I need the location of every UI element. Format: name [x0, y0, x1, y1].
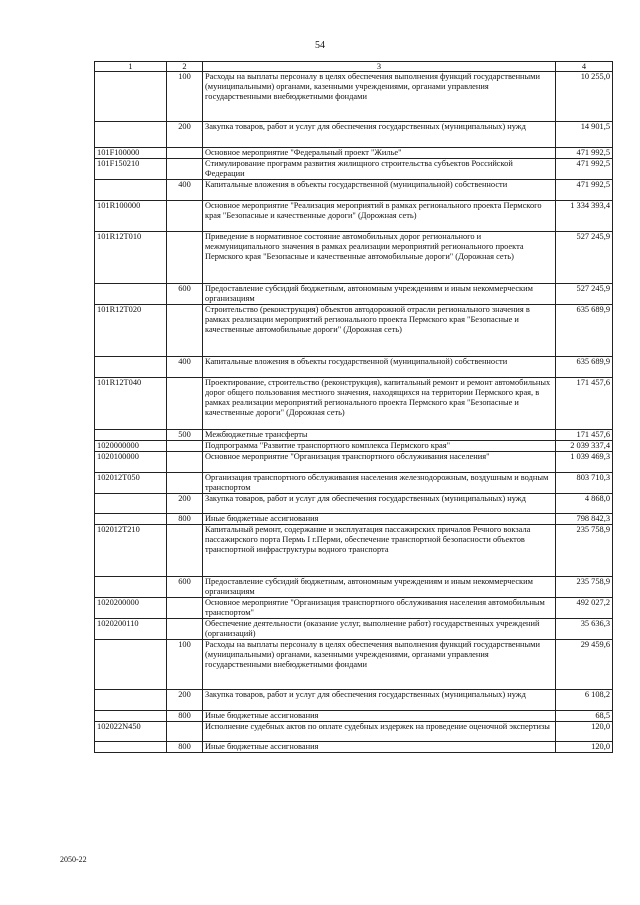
row-amount: 10 255,0	[556, 72, 613, 122]
column-header-code: 1	[95, 62, 167, 72]
row-description: Основное мероприятие "Федеральный проект "Жилье"	[203, 148, 556, 159]
row-code	[95, 284, 167, 305]
row-description: Обеспечение деятельности (оказание услуг, выполнение работ) государственных учреждений (организаций)	[203, 619, 556, 640]
row-expense-type	[167, 722, 203, 742]
table-header-row	[95, 62, 613, 72]
row-amount: 1 334 393,4	[556, 201, 613, 232]
row-description: Капитальные вложения в объекты государственной (муниципальной) собственности	[203, 180, 556, 201]
row-expense-type: 200	[167, 122, 203, 148]
row-expense-type: 800	[167, 711, 203, 722]
row-code	[95, 494, 167, 514]
table-body	[95, 72, 613, 753]
row-code	[95, 640, 167, 690]
row-expense-type	[167, 619, 203, 640]
row-description: Подпрограмма "Развитие транспортного комплекса Пермского края"	[203, 441, 556, 452]
row-code	[95, 180, 167, 201]
row-code: 101R12T040	[95, 378, 167, 430]
row-amount: 798 842,3	[556, 514, 613, 525]
row-amount: 235 758,9	[556, 525, 613, 577]
row-amount: 120,0	[556, 722, 613, 742]
row-code: 102022N450	[95, 722, 167, 742]
row-code	[95, 577, 167, 598]
row-expense-type	[167, 441, 203, 452]
row-amount: 29 459,6	[556, 640, 613, 690]
row-amount: 35 636,3	[556, 619, 613, 640]
row-expense-type: 400	[167, 357, 203, 378]
row-expense-type: 400	[167, 180, 203, 201]
row-description: Иные бюджетные ассигнования	[203, 742, 556, 753]
table-row	[95, 514, 613, 525]
row-code	[95, 430, 167, 441]
row-description: Расходы на выплаты персоналу в целях обеспечения выполнения функций государственными (муниципальными) органами, казенными учреждениями, органами управления государственными внебюджетными фондами	[203, 640, 556, 690]
row-expense-type	[167, 452, 203, 473]
row-description: Организация транспортного обслуживания населения железнодорожным, воздушным и водным транспортом	[203, 473, 556, 494]
row-expense-type: 100	[167, 640, 203, 690]
row-description: Капитальный ремонт, содержание и эксплуатация пассажирских причалов Речного вокзала пассажирского порта Пермь I г.Перми, обеспечение транспортной безопасности объектов транспортной инфраструктуры водного транспорта	[203, 525, 556, 577]
row-amount: 635 689,9	[556, 305, 613, 357]
row-amount: 471 992,5	[556, 148, 613, 159]
table-row	[95, 430, 613, 441]
row-amount: 171 457,6	[556, 378, 613, 430]
row-expense-type: 600	[167, 284, 203, 305]
table-row	[95, 473, 613, 494]
row-code: 102012T050	[95, 473, 167, 494]
row-code: 1020100000	[95, 452, 167, 473]
row-amount: 68,5	[556, 711, 613, 722]
row-expense-type: 200	[167, 690, 203, 711]
row-code: 101R100000	[95, 201, 167, 232]
row-description: Расходы на выплаты персоналу в целях обеспечения выполнения функций государственными (муниципальными) органами, казенными учреждениями, органами управления государственными внебюджетными фондами	[203, 72, 556, 122]
table-row	[95, 742, 613, 753]
row-expense-type	[167, 378, 203, 430]
column-header-amount: 4	[556, 62, 613, 72]
row-amount: 803 710,3	[556, 473, 613, 494]
row-expense-type	[167, 232, 203, 284]
row-amount: 471 992,5	[556, 180, 613, 201]
row-code	[95, 72, 167, 122]
table-row	[95, 305, 613, 357]
table-row	[95, 122, 613, 148]
row-expense-type: 800	[167, 514, 203, 525]
row-code	[95, 742, 167, 753]
row-code: 101R12T010	[95, 232, 167, 284]
table-row	[95, 722, 613, 742]
table-row	[95, 494, 613, 514]
row-amount: 2 039 337,4	[556, 441, 613, 452]
row-description: Исполнение судебных актов по оплате судебных издержек на проведение оценочной экспертизы	[203, 722, 556, 742]
row-description: Иные бюджетные ассигнования	[203, 711, 556, 722]
row-expense-type	[167, 525, 203, 577]
row-expense-type	[167, 159, 203, 180]
table-row	[95, 598, 613, 619]
row-expense-type	[167, 148, 203, 159]
row-amount: 1 039 469,3	[556, 452, 613, 473]
row-code: 1020200000	[95, 598, 167, 619]
table-row	[95, 232, 613, 284]
table-row	[95, 159, 613, 180]
column-header-description: 3	[203, 62, 556, 72]
budget-table	[94, 61, 613, 753]
row-description: Стимулирование программ развития жилищного строительства субъектов Российской Федерации	[203, 159, 556, 180]
row-code	[95, 690, 167, 711]
table-row	[95, 148, 613, 159]
row-expense-type	[167, 473, 203, 494]
row-description: Закупка товаров, работ и услуг для обеспечения государственных (муниципальных) нужд	[203, 494, 556, 514]
row-code: 102012T210	[95, 525, 167, 577]
row-description: Закупка товаров, работ и услуг для обеспечения государственных (муниципальных) нужд	[203, 122, 556, 148]
table-row	[95, 201, 613, 232]
row-description: Предоставление субсидий бюджетным, автономным учреждениям и иным некоммерческим организациям	[203, 284, 556, 305]
row-expense-type	[167, 201, 203, 232]
table-row	[95, 577, 613, 598]
row-code	[95, 122, 167, 148]
row-code: 1020200110	[95, 619, 167, 640]
table-row	[95, 640, 613, 690]
table-row	[95, 711, 613, 722]
row-amount: 120,0	[556, 742, 613, 753]
row-description: Предоставление субсидий бюджетным, автономным учреждениям и иным некоммерческим организациям	[203, 577, 556, 598]
row-code	[95, 711, 167, 722]
row-description: Иные бюджетные ассигнования	[203, 514, 556, 525]
row-amount: 171 457,6	[556, 430, 613, 441]
row-amount: 14 901,5	[556, 122, 613, 148]
row-description: Капитальные вложения в объекты государственной (муниципальной) собственности	[203, 357, 556, 378]
row-amount: 492 027,2	[556, 598, 613, 619]
table-row	[95, 284, 613, 305]
row-description: Основное мероприятие "Организация транспортного обслуживания населения"	[203, 452, 556, 473]
row-code	[95, 514, 167, 525]
table-row	[95, 619, 613, 640]
row-expense-type: 500	[167, 430, 203, 441]
row-amount: 527 245,9	[556, 284, 613, 305]
table-row	[95, 690, 613, 711]
row-description: Приведение в нормативное состояние автомобильных дорог регионального и межмуниципального значения в рамках реализации мероприятий регионального проекта Пермского края "Безопасные и качественные автомобильные дороги" (Дорожная сеть)	[203, 232, 556, 284]
row-description: Основное мероприятие "Реализация мероприятий в рамках регионального проекта Пермского края "Безопасные и качественные дороги" (Дорожная сеть)	[203, 201, 556, 232]
row-code: 101R12T020	[95, 305, 167, 357]
column-header-expense-type: 2	[167, 62, 203, 72]
row-description: Проектирование, строительство (реконструкция), капитальный ремонт и ремонт автомобильных дорог общего пользования местного значения, находящихся на территории Пермского края, в рамках реализации мероприятий регионального проекта Пермского края "Безопасные и качественные дороги" (Дорожная сеть)	[203, 378, 556, 430]
row-code: 101F100000	[95, 148, 167, 159]
row-amount: 635 689,9	[556, 357, 613, 378]
table-row	[95, 72, 613, 122]
row-amount: 4 868,0	[556, 494, 613, 514]
row-amount: 527 245,9	[556, 232, 613, 284]
row-code	[95, 357, 167, 378]
table-row	[95, 441, 613, 452]
page-number: 54	[315, 40, 325, 51]
row-description: Основное мероприятие "Организация транспортного обслуживания населения автомобильным транспортом"	[203, 598, 556, 619]
row-amount: 6 108,2	[556, 690, 613, 711]
row-amount: 235 758,9	[556, 577, 613, 598]
row-description: Закупка товаров, работ и услуг для обеспечения государственных (муниципальных) нужд	[203, 690, 556, 711]
table-row	[95, 357, 613, 378]
footer-code: 2050-22	[60, 855, 87, 864]
row-code: 1020000000	[95, 441, 167, 452]
row-expense-type: 800	[167, 742, 203, 753]
row-expense-type: 200	[167, 494, 203, 514]
row-description: Межбюджетные трансферты	[203, 430, 556, 441]
row-expense-type: 600	[167, 577, 203, 598]
row-expense-type: 100	[167, 72, 203, 122]
row-expense-type	[167, 305, 203, 357]
table-row	[95, 525, 613, 577]
table-row	[95, 180, 613, 201]
row-expense-type	[167, 598, 203, 619]
row-code: 101F150210	[95, 159, 167, 180]
row-description: Строительство (реконструкция) объектов автодорожной отрасли регионального значения в рамках реализации мероприятий регионального проекта Пермского края "Безопасные и качественные автомобильные дороги" (Дорожная сеть)	[203, 305, 556, 357]
row-amount: 471 992,5	[556, 159, 613, 180]
table-row	[95, 378, 613, 430]
table-row	[95, 452, 613, 473]
